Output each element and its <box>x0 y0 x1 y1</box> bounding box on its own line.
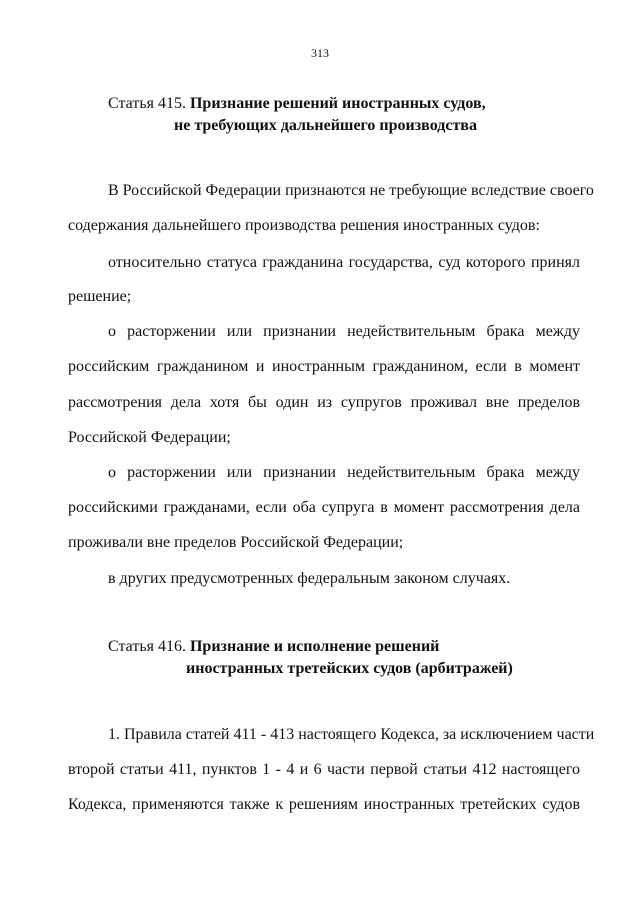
article-416-number: Статья 416. <box>108 638 186 655</box>
article-416-title-line1: Признание и исполнение решений <box>189 638 440 655</box>
article-415-line: В Российской Федерации признаются не требующие вследствие своего <box>108 182 594 199</box>
article-415-line: содержания дальнейшего производства решения иностранных судов: <box>68 217 540 234</box>
article-415-title-line2: не требующих дальнейшего производства <box>174 117 477 134</box>
article-415-line: российским гражданином и иностранным гражданином, если в момент <box>68 358 580 375</box>
article-415-line: относительно статуса гражданина государства, суд которого принял <box>108 254 580 271</box>
article-415-line: о расторжении или признании недействительным брака между <box>108 464 580 481</box>
article-415-title-line1: Признание решений иностранных судов, <box>189 95 486 112</box>
article-415-line: проживали вне пределов Российской Федерации; <box>68 534 404 551</box>
article-416-heading <box>108 636 513 680</box>
article-416-line: Кодекса, применяются также к решениям иностранных третейских судов <box>68 796 580 813</box>
article-415-line: в других предусмотренных федеральным законом случаях. <box>108 570 511 587</box>
article-416-line: 1. Правила статей 411 - 413 настоящего Кодекса, за исключением части <box>108 726 595 743</box>
article-415-number: Статья 415. <box>108 95 186 112</box>
article-416-line: второй статьи 411, пунктов 1 - 4 и 6 части первой статьи 412 настоящего <box>68 761 580 778</box>
article-415-heading <box>108 93 486 137</box>
article-415-line: Российской Федерации; <box>68 429 231 446</box>
article-416-title-line2: иностранных третейских судов (арбитражей) <box>186 660 513 677</box>
article-415-line: российскими гражданами, если оба супруга в момент рассмотрения дела <box>68 499 580 516</box>
article-415-line: рассмотрения дела хотя бы один из супругов проживал вне пределов <box>68 394 580 411</box>
article-415-line: о расторжении или признании недействительным брака между <box>108 323 580 340</box>
page-number: 313 <box>311 46 329 60</box>
article-415-line: решение; <box>68 288 132 305</box>
